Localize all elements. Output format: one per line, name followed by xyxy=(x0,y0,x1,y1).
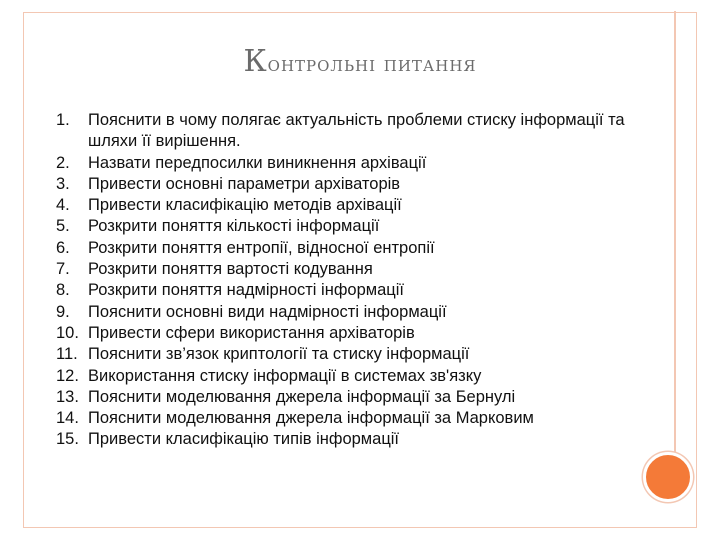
question-number: 2. xyxy=(56,153,70,172)
question-item xyxy=(56,216,666,237)
question-text: Пояснити моделювання джерела інформації за Марковим xyxy=(88,409,534,428)
question-number: 6. xyxy=(56,238,70,257)
slide-title xyxy=(0,44,720,79)
question-item xyxy=(56,238,666,259)
question-item xyxy=(56,344,666,365)
question-number: 13. xyxy=(56,387,79,406)
question-item xyxy=(56,387,666,408)
question-text: Привести класифікацію методів архівації xyxy=(88,196,402,215)
question-item xyxy=(56,280,666,301)
question-number: 5. xyxy=(56,217,70,236)
question-number: 15. xyxy=(56,430,79,449)
question-number: 1. xyxy=(56,111,70,129)
orange-circle-decoration xyxy=(643,452,693,502)
question-item xyxy=(56,302,666,323)
question-text: Пояснити моделювання джерела інформації за Бернулі xyxy=(88,387,516,406)
question-number: 11. xyxy=(56,345,78,364)
question-item xyxy=(56,366,666,387)
question-text: Привести класифікацію типів інформації xyxy=(88,430,400,449)
title-initial: К xyxy=(243,44,268,79)
question-number: 4. xyxy=(56,196,70,215)
question-item xyxy=(56,174,666,195)
question-text: Пояснити в чому полягає актуальність проблеми стиску інформації та шляхи її вирішення. xyxy=(88,111,625,151)
question-text: Пояснити основні види надмірності інформації xyxy=(88,302,447,321)
question-text: Розкрити поняття кількості інформації xyxy=(88,217,380,236)
question-text: Привести сфери використання архіваторів xyxy=(88,323,415,342)
question-item xyxy=(56,195,666,216)
question-text: Розкрити поняття вартості кодування xyxy=(88,260,373,279)
question-text: Привести основні параметри архіваторів xyxy=(88,174,401,193)
question-number: 10. xyxy=(56,323,79,342)
question-text: Пояснити зв’язок криптології та стиску інформації xyxy=(88,345,470,364)
question-text: Розкрити поняття ентропії, відносної ентропії xyxy=(88,238,435,257)
question-item xyxy=(56,429,666,450)
question-item xyxy=(56,110,666,153)
title-text: онтрольні питання xyxy=(267,52,477,76)
question-item xyxy=(56,408,666,429)
question-text: Назвати передпосилки виникнення архівації xyxy=(88,153,427,172)
question-number: 3. xyxy=(56,174,70,193)
question-text: Розкрити поняття надмірності інформації xyxy=(88,281,404,300)
question-number: 9. xyxy=(56,302,70,321)
question-text: Використання стиску інформації в системах зв'язку xyxy=(88,366,482,385)
question-number: 14. xyxy=(56,409,79,428)
question-list xyxy=(56,110,666,451)
question-number: 8. xyxy=(56,281,70,300)
question-item xyxy=(56,259,666,280)
question-number: 7. xyxy=(56,260,70,279)
question-item xyxy=(56,323,666,344)
question-number: 12. xyxy=(56,366,79,385)
question-item xyxy=(56,153,666,174)
